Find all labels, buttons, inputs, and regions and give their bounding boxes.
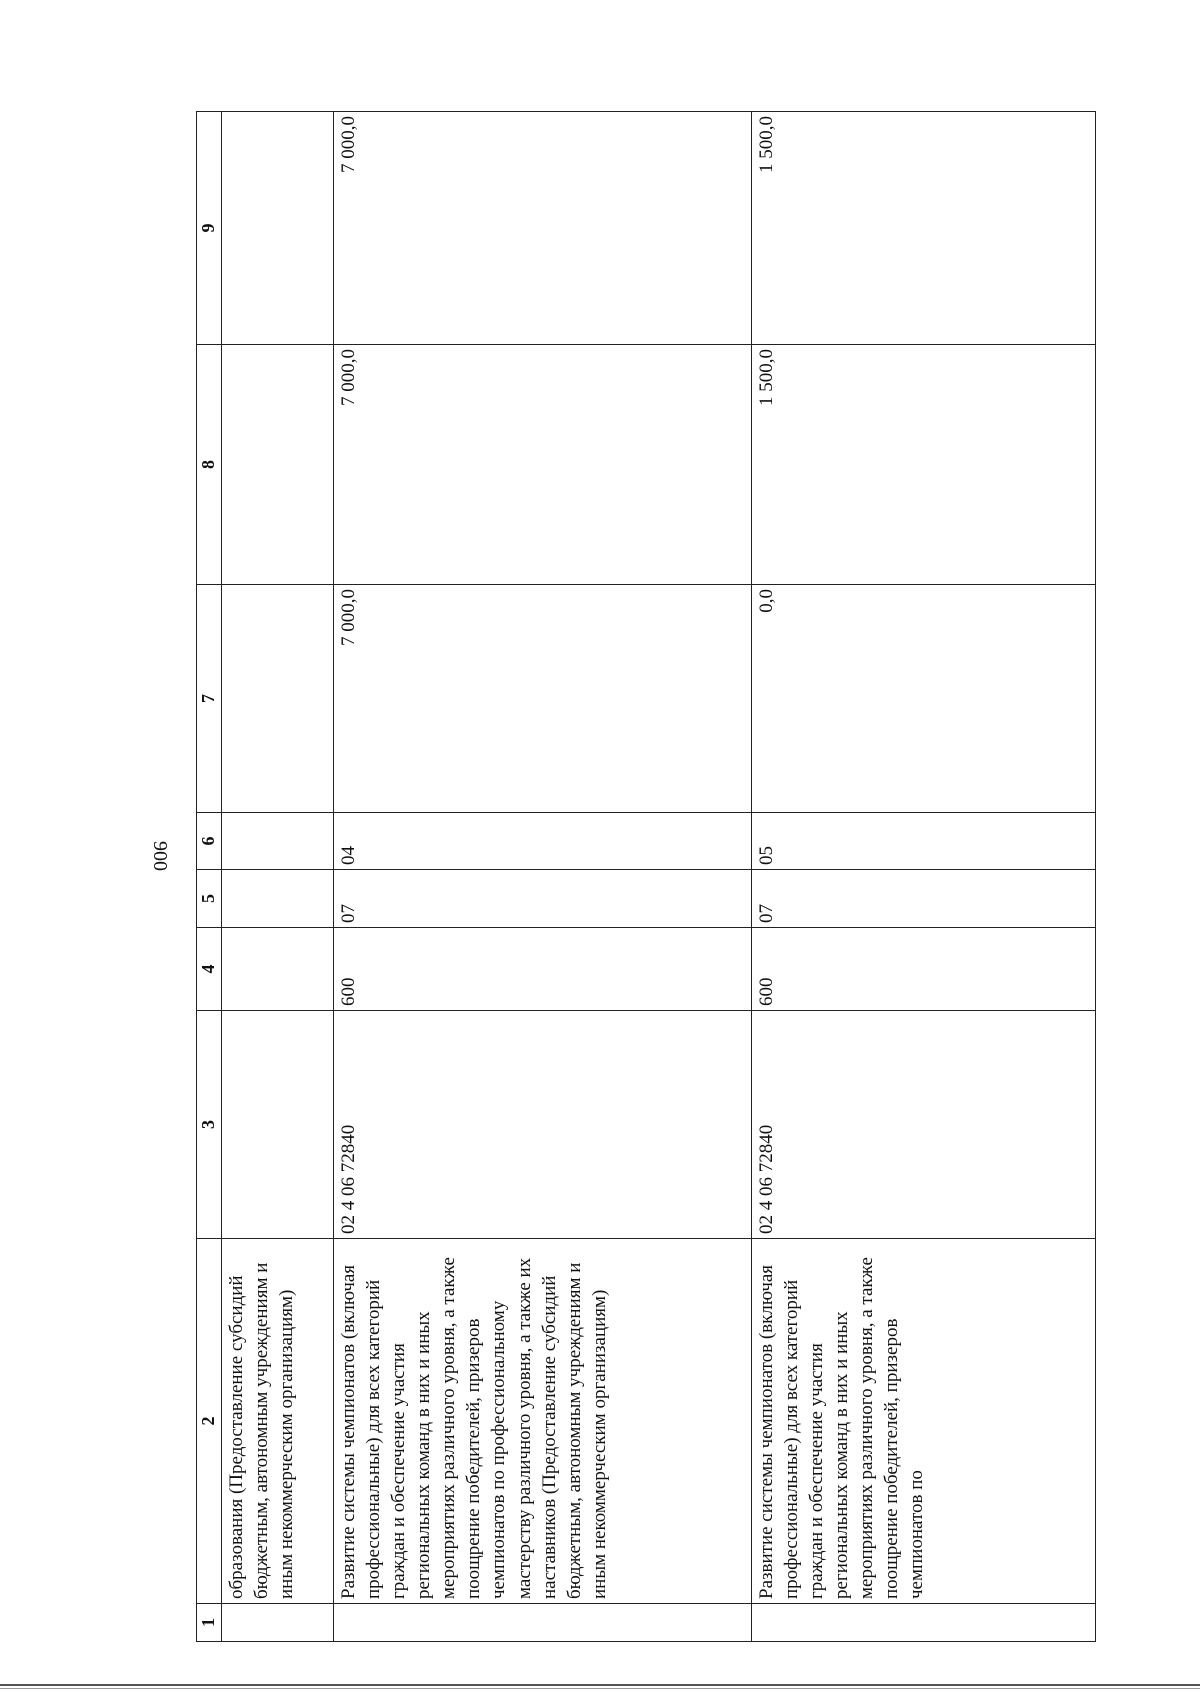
page-number: 900 [149,841,171,871]
subsection-cell: 05 [752,813,1096,870]
header-col-9: 9 [197,112,222,345]
header-col-4: 4 [197,928,222,1011]
scan-edge-line [0,1684,1200,1686]
description-cell: Развитие системы чемпионатов (включая профессиональные) для всех категорий граждан и обеспечение участия региональных команд в них и иных мероприятиях различного уровня, а также поощрение победителей, призеров чемпионатов по профессиональному мастерству различного уровня, а также их наставников (Предоставление субсидий бюджетным, автономным учреждениям и иным некоммерческим организациям) [334,1239,752,1604]
row-number-cell [222,1604,334,1642]
target-code-cell [222,1011,334,1239]
header-col-1: 1 [197,1604,222,1642]
budget-table [196,111,1096,1642]
section-cell: 07 [334,870,752,928]
amount-year3-cell: 1 500,0 [752,112,1096,345]
header-col-6: 6 [197,813,222,870]
amount-year3-cell: 7 000,0 [334,112,752,345]
scan-edge-line-secondary [0,1688,1200,1689]
header-col-7: 7 [197,585,222,813]
amount-year3-cell [222,112,334,345]
target-code-cell: 02 4 06 72840 [752,1011,1096,1239]
header-col-2: 2 [197,1239,222,1604]
row-number-cell [334,1604,752,1642]
section-cell: 07 [752,870,1096,928]
header-row [197,112,222,1642]
table-row [752,112,1096,1642]
table-row [334,112,752,1642]
section-cell [222,870,334,928]
subsection-cell [222,813,334,870]
amount-year1-cell: 7 000,0 [334,585,752,813]
table-row [222,112,334,1642]
description-cell: образования (Предоставление субсидий бюджетным, автономным учреждениям и иным некоммерческим организациям) [222,1239,334,1604]
expense-type-cell [222,928,334,1011]
amount-year2-cell: 7 000,0 [334,345,752,585]
description-cell: Развитие системы чемпионатов (включая профессиональные) для всех категорий граждан и обеспечение участия региональных команд в них и иных мероприятиях различного уровня, а также поощрение победителей, призеров чемпионатов по [752,1239,1096,1604]
header-col-8: 8 [197,345,222,585]
row-number-cell [752,1604,1096,1642]
header-col-3: 3 [197,1011,222,1239]
amount-year2-cell: 1 500,0 [752,345,1096,585]
amount-year1-cell [222,585,334,813]
amount-year1-cell: 0,0 [752,585,1096,813]
target-code-cell: 02 4 06 72840 [334,1011,752,1239]
header-col-5: 5 [197,870,222,928]
rotated-table-wrapper [196,112,1096,1642]
expense-type-cell: 600 [752,928,1096,1011]
expense-type-cell: 600 [334,928,752,1011]
subsection-cell: 04 [334,813,752,870]
amount-year2-cell [222,345,334,585]
